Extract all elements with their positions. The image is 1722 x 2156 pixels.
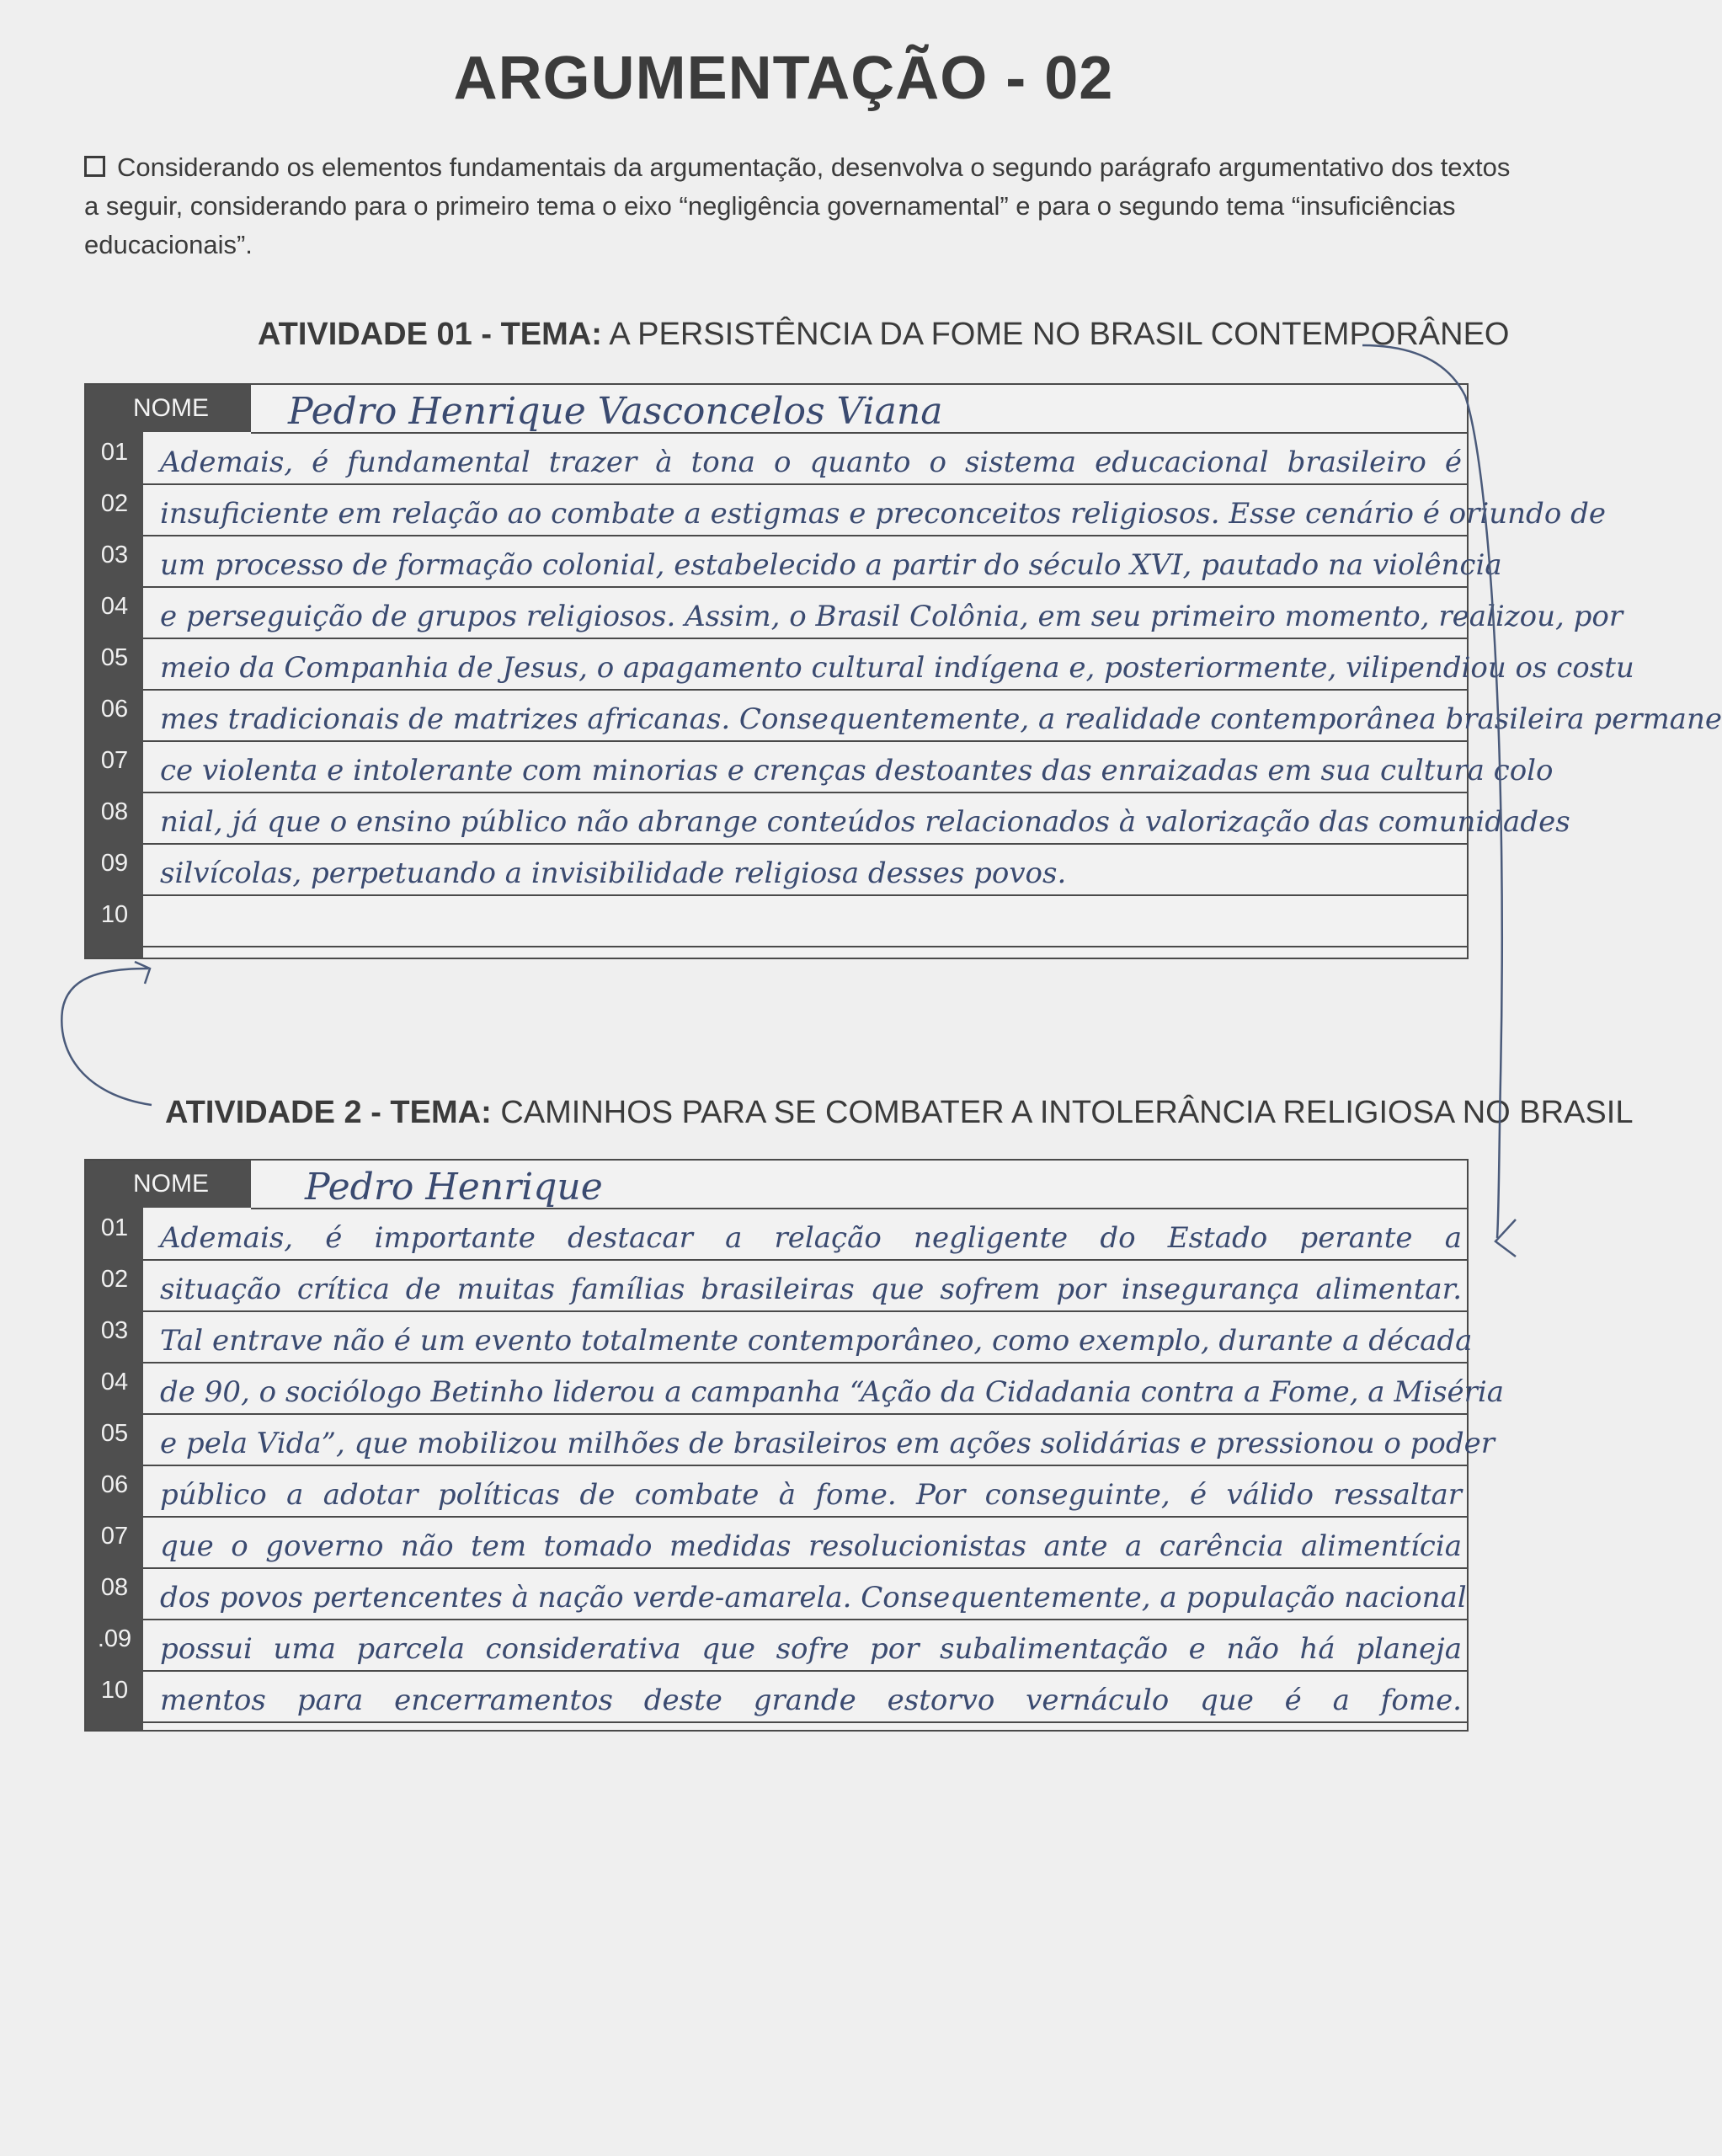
handwritten-line: que o governo não tem tomado medidas resolucionistas ante a carência alimentícia bbox=[160, 1529, 1462, 1563]
handwritten-line: situação crítica de muitas famílias brasileiras que sofrem por insegurança alimentar. bbox=[160, 1273, 1462, 1306]
page-title: ARGUMENTAÇÃO - 02 bbox=[453, 45, 1114, 112]
handwritten-line: possui uma parcela considerativa que sofre por subalimentação e não há planeja bbox=[160, 1632, 1462, 1666]
line-number: 01 bbox=[100, 1214, 129, 1241]
line-number: 05 bbox=[100, 1420, 129, 1447]
handwritten-line: dos povos pertencentes à nação verde-amarela. Consequentemente, a população nacional bbox=[160, 1581, 1467, 1614]
handwritten-line: Ademais, é importante destacar a relação negligente do Estado perante a bbox=[160, 1221, 1462, 1255]
handwritten-line: mes tradicionais de matrizes africanas. Consequentemente, a realidade contemporânea brasileira permane bbox=[160, 702, 1722, 736]
handwritten-line: Ademais, é fundamental trazer à tona o quanto o sistema educacional brasileiro é bbox=[160, 446, 1462, 479]
handwritten-line: um processo de formação colonial, estabelecido a partir do século XVI, pautado na violência bbox=[160, 548, 1502, 582]
line-number: 09 bbox=[100, 850, 129, 877]
activity1-theme: A PERSISTÊNCIA DA FOME NO BRASIL CONTEMPORÂNEO bbox=[609, 317, 1510, 352]
right-arrow-line bbox=[1362, 345, 1502, 1238]
activity2-label: ATIVIDADE 2 - TEMA: bbox=[165, 1095, 492, 1130]
line-number: 03 bbox=[100, 1317, 129, 1344]
nome-label: NOME bbox=[86, 385, 251, 432]
handwritten-line: meio da Companhia de Jesus, o apagamento cultural indígena e, posteriormente, vilipendiou os costu bbox=[160, 651, 1634, 685]
handwritten-line: e pela Vida”, que mobilizou milhões de brasileiros em ações solidárias e pressionou o poder bbox=[160, 1427, 1495, 1460]
line-number: 01 bbox=[100, 439, 129, 466]
handwritten-line: de 90, o sociólogo Betinho liderou a campanha “Ação da Cidadania contra a Fome, a Miséria bbox=[160, 1375, 1505, 1409]
handwritten-line: e perseguição de grupos religiosos. Assim, o Brasil Colônia, em seu primeiro momento, realizou, por bbox=[160, 600, 1623, 633]
line-number: 03 bbox=[100, 542, 129, 568]
line-number: 10 bbox=[100, 901, 129, 928]
nome-label: NOME bbox=[86, 1161, 251, 1208]
instructions-text: Considerando os elementos fundamentais da argumentação, desenvolva o segundo parágrafo argumentativo dos textos a seguir, considerando para o primeiro tema o eixo “negligência governamental” e para o segundo tema “insuficiências educacionais”. bbox=[84, 152, 1511, 259]
student-name: Pedro Henrique Vasconcelos Viana bbox=[288, 390, 943, 433]
line-number: 10 bbox=[100, 1677, 129, 1704]
line-number: 07 bbox=[100, 747, 129, 774]
handwritten-line: silvícolas, perpetuando a invisibilidade religiosa desses povos. bbox=[160, 857, 1067, 890]
line-number: 08 bbox=[100, 1574, 129, 1601]
handwritten-line: mentos para encerramentos deste grande estorvo vernáculo que é a fome. bbox=[160, 1684, 1462, 1717]
line-number: 07 bbox=[100, 1523, 129, 1550]
line-number: 06 bbox=[100, 696, 129, 723]
line-number: 04 bbox=[100, 593, 129, 620]
activity2-theme: CAMINHOS PARA SE COMBATER A INTOLERÂNCIA RELIGIOSA NO BRASIL bbox=[500, 1095, 1634, 1130]
line-number: 08 bbox=[100, 798, 129, 825]
handwritten-line: Tal entrave não é um evento totalmente contemporâneo, como exemplo, durante a década bbox=[160, 1324, 1473, 1358]
left-arrowhead-icon bbox=[135, 962, 150, 984]
line-number: 02 bbox=[100, 1266, 129, 1293]
line-number: 05 bbox=[100, 644, 129, 671]
line-number: 04 bbox=[100, 1369, 129, 1396]
line-number: 02 bbox=[100, 490, 129, 517]
activity1-label: ATIVIDADE 01 - TEMA: bbox=[258, 317, 602, 352]
handwritten-line: ce violenta e intolerante com minorias e crenças destoantes das enraizadas em sua cultura colo bbox=[160, 754, 1554, 787]
handwritten-line: público a adotar políticas de combate à fome. Por conseguinte, é válido ressaltar bbox=[160, 1478, 1462, 1512]
line-number: 06 bbox=[100, 1471, 129, 1498]
left-arrow-line bbox=[61, 969, 152, 1105]
line-number: .09 bbox=[97, 1625, 132, 1652]
student-name: Pedro Henrique bbox=[305, 1166, 603, 1209]
handwritten-line: nial, já que o ensino público não abrange conteúdos relacionados à valorização das comunidades bbox=[160, 805, 1570, 839]
handwritten-line: insuficiente em relação ao combate a estigmas e preconceitos religiosos. Esse cenário é oriundo de bbox=[160, 497, 1606, 531]
